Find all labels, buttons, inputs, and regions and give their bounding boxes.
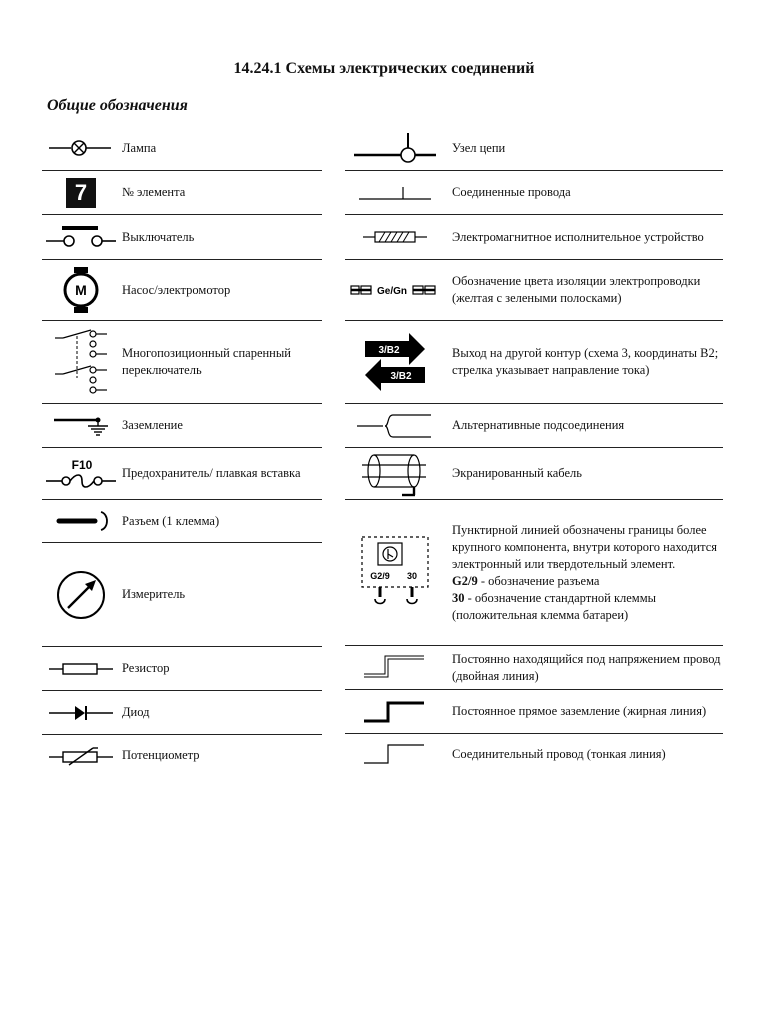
boundary-badge-left: G2/9 (370, 570, 390, 581)
legend-row-diode (42, 691, 322, 735)
circuit-output-icon (345, 331, 445, 393)
legend-label: Резистор (122, 661, 170, 675)
alternative-connection-icon (345, 412, 445, 440)
legend-label: Экранированный кабель (452, 466, 582, 480)
legend-row-solenoid (345, 215, 723, 260)
legend-row-lamp (42, 126, 322, 171)
legend-row-resistor (42, 647, 322, 691)
potentiometer-icon (42, 744, 120, 766)
circuit-output-badge-top: 3/B2 (378, 345, 400, 356)
page-title: 14.24.1 Схемы электрических соединений (233, 60, 535, 77)
diode-icon (42, 704, 120, 722)
legend-label: Обозначение цвета изоляции электропроводки (желтая с зелеными полосками) (452, 274, 701, 305)
junction-icon (345, 131, 445, 165)
legend-label: Электромагнитное исполнительное устройство (452, 229, 704, 244)
boundary-30-code: 30 (452, 590, 465, 605)
circuit-output-badge-bottom: 3/B2 (390, 371, 412, 382)
legend-label: Диод (122, 705, 150, 719)
boundary-g29-code: G2/9 (452, 573, 478, 588)
solenoid-icon (345, 229, 445, 245)
legend-label: Лампа (122, 140, 157, 155)
legend-label: Заземление (122, 418, 183, 432)
legend-label: Многопозиционный спаренный переключатель (122, 346, 291, 377)
lamp-icon (42, 138, 120, 158)
switch-icon (42, 224, 120, 250)
element-number-icon (42, 178, 120, 208)
legend-label: № элемента (122, 185, 186, 199)
legend-label: Разъем (1 клемма) (122, 513, 220, 528)
legend-row-component-boundary (345, 500, 723, 646)
left-legend-column (42, 126, 322, 775)
legend-row-thin-line (345, 734, 723, 774)
legend-row-fuse (42, 448, 322, 500)
boundary-g29-text: - обозначение разъема (477, 573, 600, 588)
legend-label: Узел цепи (452, 140, 506, 155)
connected-wires-icon (345, 183, 445, 203)
section-subtitle: Общие обозначения (47, 97, 188, 114)
legend-row-shielded-cable (345, 448, 723, 500)
legend-label: Выход на другой контур (схема 3, координаты B2; стрелка указывает направление тока) (452, 346, 719, 377)
bold-line-icon (345, 699, 445, 725)
legend-label: Альтернативные подсоединения (452, 418, 625, 432)
legend-label: Постоянное прямое заземление (жирная линия) (452, 704, 707, 718)
component-boundary-icon (345, 535, 445, 611)
legend-label: Измеритель (122, 587, 186, 601)
thin-line-icon (345, 741, 445, 767)
legend-row-connected-wires (345, 171, 723, 215)
resistor-icon (42, 662, 120, 676)
legend-row-connector (42, 500, 322, 543)
legend-row-junction (345, 126, 723, 171)
boundary-badge-right: 30 (406, 570, 418, 581)
legend-row-double-line (345, 646, 723, 690)
legend-label: Выключатель (122, 229, 195, 244)
legend-row-ground (42, 404, 322, 448)
legend-row-wire-color (345, 260, 723, 321)
boundary-g29-line (452, 573, 722, 590)
wire-color-badge: Ge/Gn (376, 286, 408, 297)
fuse-badge: F10 (71, 457, 93, 472)
motor-badge: M (75, 282, 87, 298)
legend-row-multi-switch (42, 321, 322, 404)
legend-row-bold-line (345, 690, 723, 734)
legend-label: Насос/электромотор (122, 282, 231, 297)
meter-icon (42, 569, 120, 621)
connector-icon (42, 510, 120, 532)
boundary-30-line (452, 590, 722, 624)
legend-row-switch (42, 215, 322, 260)
legend-row-circuit-output (345, 321, 723, 404)
legend-row-alternative-connection (345, 404, 723, 448)
legend-label: Потенциометр (122, 747, 200, 762)
legend-label-composite (445, 522, 722, 624)
shielded-cable-icon (345, 451, 445, 497)
fuse-icon (42, 457, 120, 491)
legend-row-motor (42, 260, 322, 321)
legend-label: Соединительный провод (тонкая линия) (452, 746, 666, 761)
element-number-badge: 7 (66, 178, 96, 208)
right-legend-column (345, 126, 723, 774)
multi-switch-icon (42, 330, 120, 394)
legend-row-potentiometer (42, 735, 322, 775)
motor-icon (42, 266, 120, 314)
wire-color-icon (345, 282, 445, 298)
legend-row-meter (42, 543, 322, 647)
double-line-icon (345, 655, 445, 681)
boundary-30-text: - обозначение стандартной клеммы (положительная клемма батареи) (452, 590, 657, 622)
ground-icon (42, 414, 120, 438)
legend-row-element-number (42, 171, 322, 215)
legend-label: Постоянно находящийся под напряжением провод (двойная линия) (452, 651, 721, 683)
legend-label: Соединенные провода (452, 185, 571, 199)
boundary-description: Пунктирной линией обозначены границы более крупного компонента, внутри которого находится электронный или твердотельный элемент. (452, 522, 718, 571)
legend-label: Предохранитель/ плавкая вставка (122, 466, 301, 480)
